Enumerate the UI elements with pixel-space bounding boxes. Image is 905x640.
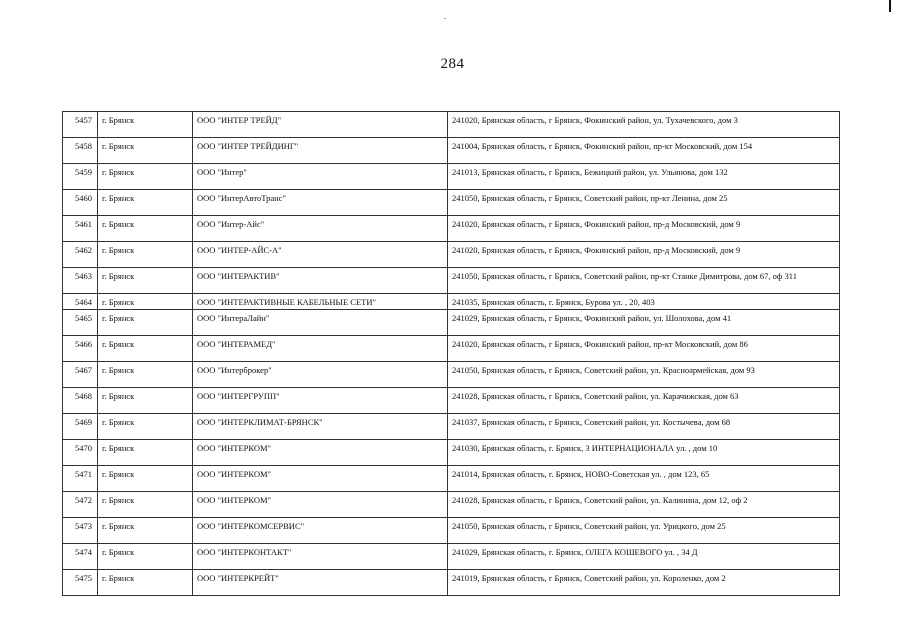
table-row xyxy=(63,336,840,362)
table-row xyxy=(63,544,840,570)
row-address: 241020, Брянская область, г Брянск, Фокинский район, ул. Тухачевского, дом 3 xyxy=(448,112,840,138)
row-city: г. Брянск xyxy=(98,414,193,440)
table-row xyxy=(63,414,840,440)
table-row xyxy=(63,570,840,596)
row-city: г. Брянск xyxy=(98,336,193,362)
row-city: г. Брянск xyxy=(98,242,193,268)
row-address: 241050, Брянская область, г Брянск, Советский район, пр-кт Ленина, дом 25 xyxy=(448,190,840,216)
row-org-name: ООО "ИНТЕРАКТИВ" xyxy=(193,268,448,294)
table-row xyxy=(63,138,840,164)
row-address: 241019, Брянская область, г Брянск, Советский район, ул. Короленко, дом 2 xyxy=(448,570,840,596)
row-org-name: ООО "ИНТЕРКОМ" xyxy=(193,440,448,466)
row-address: 241004, Брянская область, г Брянск, Фокинский район, пр-кт Московский, дом 154 xyxy=(448,138,840,164)
row-city: г. Брянск xyxy=(98,492,193,518)
row-city: г. Брянск xyxy=(98,518,193,544)
table-row xyxy=(63,466,840,492)
row-city: г. Брянск xyxy=(98,112,193,138)
row-number: 5470 xyxy=(63,440,98,466)
organization-registry-table xyxy=(62,111,840,596)
row-org-name: ООО "ИНТЕРАКТИВНЫЕ КАБЕЛЬНЫЕ СЕТИ" xyxy=(193,294,448,310)
scan-edge-mark xyxy=(889,0,891,12)
row-address: 241037, Брянская область, г Брянск, Советский район, ул. Костычева, дом 68 xyxy=(448,414,840,440)
table-row xyxy=(63,362,840,388)
table-row xyxy=(63,164,840,190)
row-address: 241029, Брянская область, г Брянск, Фокинский район, ул. Шолохова, дом 41 xyxy=(448,310,840,336)
row-address: 241030, Брянская область, г. Брянск, 3 ИНТЕРНАЦИОНАЛА ул. , дом 10 xyxy=(448,440,840,466)
row-city: г. Брянск xyxy=(98,544,193,570)
scan-speck xyxy=(444,18,446,19)
row-org-name: ООО "ИНТЕРКОМ" xyxy=(193,466,448,492)
row-address: 241029, Брянская область, г. Брянск, ОЛЕГА КОШЕВОГО ул. , 34 Д xyxy=(448,544,840,570)
row-address: 241020, Брянская область, г Брянск, Фокинский район, пр-кт Московский, дом 86 xyxy=(448,336,840,362)
row-address: 241050, Брянская область, г Брянск, Советский район, ул. Красноармейская, дом 93 xyxy=(448,362,840,388)
row-number: 5458 xyxy=(63,138,98,164)
row-org-name: ООО "ИНТЕРКЛИМАТ-БРЯНСК" xyxy=(193,414,448,440)
row-org-name: ООО "Интерброкер" xyxy=(193,362,448,388)
row-number: 5464 xyxy=(63,294,98,310)
row-city: г. Брянск xyxy=(98,138,193,164)
row-number: 5467 xyxy=(63,362,98,388)
row-address: 241013, Брянская область, г Брянск, Бежицкий район, ул. Ульянова, дом 132 xyxy=(448,164,840,190)
row-number: 5466 xyxy=(63,336,98,362)
table-row xyxy=(63,310,840,336)
row-org-name: ООО "ИНТЕР ТРЕЙД" xyxy=(193,112,448,138)
table-row xyxy=(63,268,840,294)
table-row xyxy=(63,440,840,466)
row-number: 5459 xyxy=(63,164,98,190)
row-number: 5473 xyxy=(63,518,98,544)
table-row xyxy=(63,190,840,216)
row-org-name: ООО "ИнтераЛайн" xyxy=(193,310,448,336)
row-number: 5474 xyxy=(63,544,98,570)
row-address: 241035, Брянская область, г. Брянск, Бурова ул. , 20, 403 xyxy=(448,294,840,310)
row-number: 5461 xyxy=(63,216,98,242)
row-number: 5465 xyxy=(63,310,98,336)
row-org-name: ООО "ИНТЕР-АЙС-А" xyxy=(193,242,448,268)
row-city: г. Брянск xyxy=(98,388,193,414)
row-city: г. Брянск xyxy=(98,570,193,596)
row-city: г. Брянск xyxy=(98,216,193,242)
row-address: 241020, Брянская область, г Брянск, Фокинский район, пр-д Московский, дом 9 xyxy=(448,216,840,242)
table-row xyxy=(63,388,840,414)
row-address: 241028, Брянская область, г Брянск, Советский район, ул. Карачижская, дом 63 xyxy=(448,388,840,414)
row-org-name: ООО "ИНТЕРКОНТАКТ" xyxy=(193,544,448,570)
row-city: г. Брянск xyxy=(98,190,193,216)
table-row xyxy=(63,518,840,544)
row-org-name: ООО "ИнтерАвтоТранс" xyxy=(193,190,448,216)
table-row xyxy=(63,242,840,268)
row-city: г. Брянск xyxy=(98,440,193,466)
row-org-name: ООО "ИНТЕРКРЕЙТ" xyxy=(193,570,448,596)
row-address: 241028, Брянская область, г Брянск, Советский район, ул. Калинина, дом 12, оф 2 xyxy=(448,492,840,518)
row-city: г. Брянск xyxy=(98,268,193,294)
row-address: 241050, Брянская область, г Брянск, Советский район, пр-кт Станке Димитрова, дом 67, оф 311 xyxy=(448,268,840,294)
row-city: г. Брянск xyxy=(98,466,193,492)
row-number: 5469 xyxy=(63,414,98,440)
row-org-name: ООО "ИНТЕРКОМ" xyxy=(193,492,448,518)
table-row xyxy=(63,112,840,138)
row-number: 5468 xyxy=(63,388,98,414)
row-org-name: ООО "Интер" xyxy=(193,164,448,190)
row-city: г. Брянск xyxy=(98,362,193,388)
row-number: 5472 xyxy=(63,492,98,518)
row-address: 241020, Брянская область, г Брянск, Фокинский район, пр-д Московский, дом 9 xyxy=(448,242,840,268)
table-row xyxy=(63,492,840,518)
row-number: 5457 xyxy=(63,112,98,138)
row-city: г. Брянск xyxy=(98,294,193,310)
row-city: г. Брянск xyxy=(98,164,193,190)
row-address: 241014, Брянская область, г. Брянск, НОВО-Советская ул. , дом 123, 65 xyxy=(448,466,840,492)
row-city: г. Брянск xyxy=(98,310,193,336)
row-org-name: ООО "ИНТЕРАМЕД" xyxy=(193,336,448,362)
row-number: 5460 xyxy=(63,190,98,216)
page-number: 284 xyxy=(440,56,465,72)
row-org-name: ООО "ИНТЕР ТРЕЙДИНГ" xyxy=(193,138,448,164)
row-number: 5475 xyxy=(63,570,98,596)
row-number: 5463 xyxy=(63,268,98,294)
row-org-name: ООО "ИНТЕРГРУПП" xyxy=(193,388,448,414)
row-org-name: ООО "ИНТЕРКОМСЕРВИС" xyxy=(193,518,448,544)
row-address: 241050, Брянская область, г Брянск, Советский район, ул. Урицкого, дом 25 xyxy=(448,518,840,544)
row-number: 5471 xyxy=(63,466,98,492)
table-row xyxy=(63,294,840,310)
row-org-name: ООО "Интер-Айс" xyxy=(193,216,448,242)
table-row xyxy=(63,216,840,242)
row-number: 5462 xyxy=(63,242,98,268)
